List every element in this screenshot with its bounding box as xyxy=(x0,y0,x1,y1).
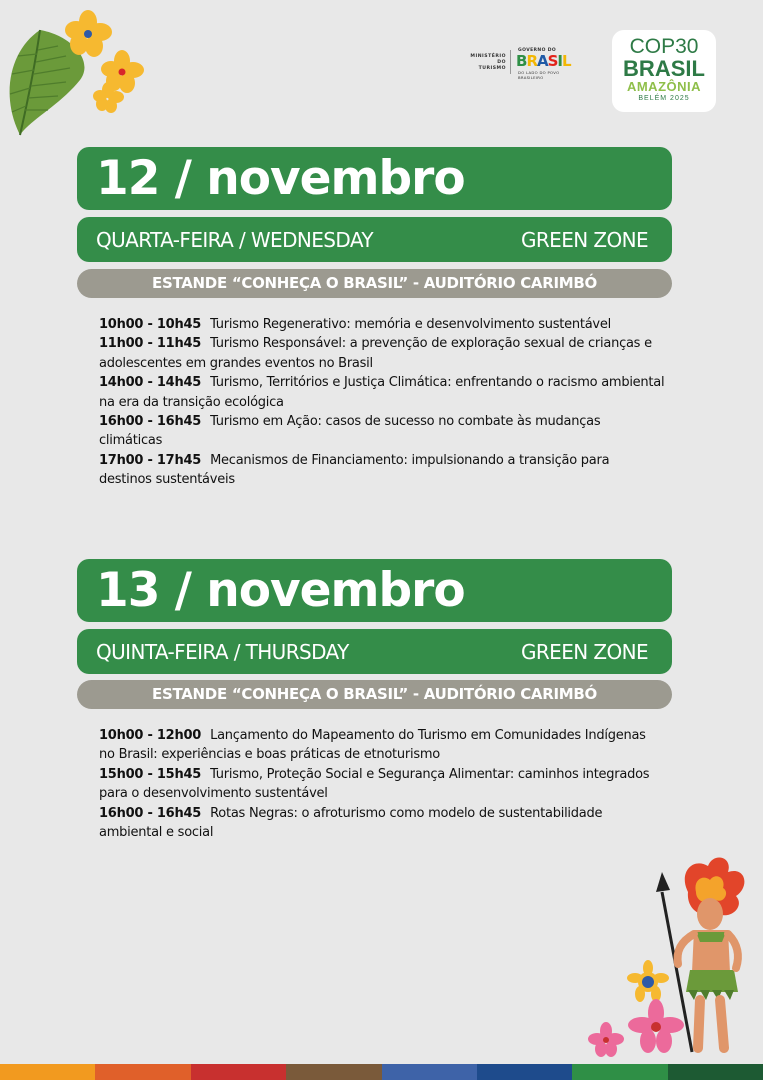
schedule-item xyxy=(99,765,665,804)
strip-segment xyxy=(95,1064,190,1080)
leaf-flower-decoration xyxy=(0,10,150,145)
schedule-title: Turismo em Ação: casos de sucesso no combate às mudanças climáticas xyxy=(99,414,601,449)
day2-venue-banner xyxy=(77,680,672,709)
schedule-item xyxy=(99,451,665,490)
day1-venue-banner xyxy=(77,269,672,298)
schedule-time: 15h00 - 15h45 xyxy=(99,766,202,782)
schedule-title: Mecanismos de Financiamento: impulsionando a transição para destinos sustentáveis xyxy=(99,452,610,488)
day1-zone: GREEN ZONE xyxy=(520,228,648,252)
gov-top-label: GOVERNO DO xyxy=(518,48,557,53)
schedule-time: 11h00 - 11h45 xyxy=(99,336,202,352)
footer-color-strip xyxy=(0,1064,763,1080)
day1-date: 12 / novembro xyxy=(96,151,465,206)
schedule-item xyxy=(99,315,665,334)
strip-segment xyxy=(286,1064,381,1080)
day1-weekday: QUARTA-FEIRA / WEDNESDAY xyxy=(96,228,373,252)
day2-date-banner xyxy=(77,559,672,622)
cop-amazonia-label: AMAZÔNIA xyxy=(626,79,702,94)
day1-weekday-banner xyxy=(77,217,672,262)
day1-date-banner xyxy=(77,147,672,210)
logo-divider xyxy=(510,50,511,74)
day2-weekday-banner xyxy=(77,629,672,674)
strip-segment xyxy=(477,1064,572,1080)
strip-segment xyxy=(191,1064,286,1080)
schedule-title: Rotas Negras: o afroturismo como modelo de sustentabilidade ambiental e social xyxy=(99,805,603,841)
schedule-item xyxy=(99,804,665,843)
schedule-title: Turismo Regenerativo: memória e desenvolvimento sustentável xyxy=(210,317,611,332)
strip-segment xyxy=(668,1064,763,1080)
day2-venue: ESTANDE “CONHEÇA O BRASIL” - AUDITÓRIO CARIMBÓ xyxy=(152,685,597,703)
schedule-time: 16h00 - 16h45 xyxy=(99,805,202,821)
schedule-item xyxy=(99,373,665,412)
ministry-of-tourism-label: MINISTÉRIO DO TURISMO xyxy=(470,54,506,71)
cop30-logo xyxy=(612,30,716,112)
schedule-item xyxy=(99,726,665,765)
strip-segment xyxy=(0,1064,95,1080)
day2-date: 13 / novembro xyxy=(96,563,465,618)
schedule-title: Turismo, Territórios e Justiça Climática: enfrentando o racismo ambiental na era da transição ecológica xyxy=(99,375,665,410)
cop-brasil-label: BRASIL xyxy=(623,56,705,81)
schedule-time: 10h00 - 10h45 xyxy=(99,317,202,332)
schedule-title: Lançamento do Mapeamento do Turismo em Comunidades Indígenas no Brasil: experiências e boas práticas de etnoturismo xyxy=(99,728,646,763)
schedule-item xyxy=(99,334,665,373)
schedule-time: 14h00 - 14h45 xyxy=(99,375,202,391)
government-logo xyxy=(462,46,582,80)
cop30-label: COP30 xyxy=(629,35,699,58)
gov-brasil-wordmark: B R A S I L xyxy=(516,52,571,70)
day1-schedule xyxy=(99,315,665,490)
strip-segment xyxy=(572,1064,667,1080)
day1-venue: ESTANDE “CONHEÇA O BRASIL” - AUDITÓRIO CARIMBÓ xyxy=(152,274,597,292)
schedule-title: Turismo Responsável: a prevenção de exploração sexual de crianças e adolescentes em grandes eventos no Brasil xyxy=(99,336,652,371)
day2-weekday: QUINTA-FEIRA / THURSDAY xyxy=(96,640,349,664)
cop-belem-label: BELÉM 2025 xyxy=(638,95,690,102)
schedule-title: Turismo, Proteção Social e Segurança Alimentar: caminhos integrados para o desenvolvimento sustentável xyxy=(99,766,650,802)
schedule-time: 16h00 - 16h45 xyxy=(99,414,202,430)
gov-slogan: DO LADO DO POVO BRASILEIRO xyxy=(518,70,560,80)
indigenous-figure-illustration xyxy=(578,852,763,1062)
schedule-item xyxy=(99,412,665,451)
schedule-time: 17h00 - 17h45 xyxy=(99,452,202,468)
day2-zone: GREEN ZONE xyxy=(520,640,648,664)
strip-segment xyxy=(382,1064,477,1080)
schedule-time: 10h00 - 12h00 xyxy=(99,728,202,743)
day2-schedule xyxy=(99,726,665,842)
